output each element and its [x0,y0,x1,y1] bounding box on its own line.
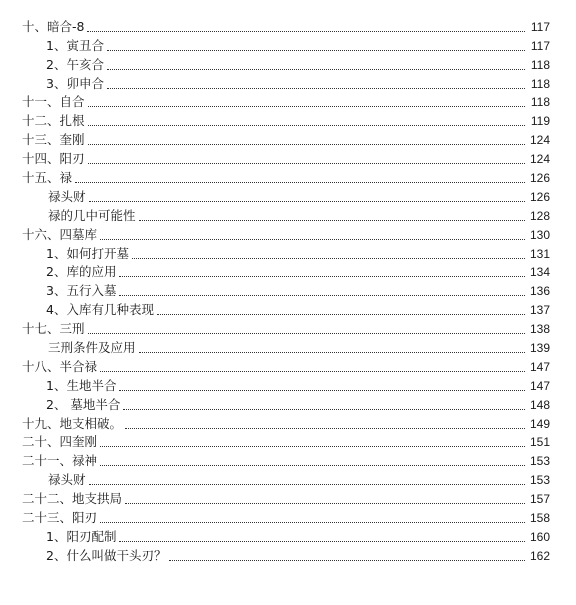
toc-entry[interactable] [22,92,550,111]
toc-entry-page: 137 [529,303,550,318]
toc-entry[interactable] [22,262,550,281]
toc-entry[interactable] [22,545,550,564]
toc-entry[interactable] [22,129,550,148]
toc-entry-page: 149 [529,416,550,431]
toc-entry-page: 151 [529,435,550,450]
toc-entry[interactable] [22,54,550,73]
dot-leader [89,200,525,202]
toc-entry[interactable] [22,224,550,243]
toc-entry-page: 162 [529,548,550,563]
toc-entry-title: 十八、半合禄 [22,358,98,374]
toc-entry-title: 十一、自合 [22,94,85,110]
dot-leader [119,275,525,277]
table-of-contents [22,16,550,564]
toc-entry-title: 十二、扎根 [22,113,85,129]
toc-entry[interactable] [22,337,550,356]
toc-entry-title: 禄头财 [48,472,86,488]
dot-leader [169,559,525,561]
toc-entry-title: 4、入库有几种表现 [46,302,154,318]
toc-entry-page: 128 [529,208,550,223]
toc-entry[interactable] [22,205,550,224]
toc-entry[interactable] [22,488,550,507]
dot-leader [107,49,525,51]
toc-entry[interactable] [22,110,550,129]
toc-entry-title: 1、阳刃配制 [46,528,117,544]
dot-leader [139,219,525,221]
toc-entry-title: 3、五行入墓 [46,283,117,299]
toc-entry-page: 148 [529,397,550,412]
toc-entry-page: 160 [529,529,550,544]
toc-entry-page: 147 [529,378,550,393]
dot-leader [119,540,525,542]
toc-entry-title: 2、午亥合 [46,56,104,72]
dot-leader [132,257,525,259]
toc-entry-page: 153 [529,473,550,488]
dot-leader [139,351,525,353]
toc-entry-title: 1、如何打开墓 [46,245,129,261]
dot-leader [88,162,525,164]
dot-leader [125,502,525,504]
toc-entry[interactable] [22,318,550,337]
toc-entry-page: 126 [529,189,550,204]
toc-entry[interactable] [22,450,550,469]
toc-entry-title: 十九、地支相破。 [22,415,123,431]
toc-entry-title: 1、生地半合 [46,377,117,393]
dot-leader [107,68,525,70]
dot-leader [100,521,525,523]
toc-entry-page: 158 [529,511,550,526]
toc-entry-page: 153 [529,454,550,469]
toc-entry-title: 2、库的应用 [46,264,117,280]
toc-entry-title: 十七、三刑 [22,321,85,337]
toc-entry-title: 1、寅丑合 [46,37,104,53]
toc-entry-page: 147 [529,359,550,374]
toc-entry[interactable] [22,394,550,413]
toc-entry[interactable] [22,469,550,488]
toc-entry-title: 3、卯申合 [46,75,104,91]
toc-entry-page: 139 [529,341,550,356]
dot-leader [119,294,525,296]
toc-entry[interactable] [22,299,550,318]
toc-entry-title: 2、什么叫做干头刃？ [46,547,167,563]
toc-entry-page: 124 [529,133,550,148]
toc-entry-page: 138 [529,322,550,337]
toc-entry[interactable] [22,186,550,205]
dot-leader [100,238,525,240]
toc-entry-page: 118 [530,76,550,91]
toc-entry-title: 三刑条件及应用 [48,340,136,356]
toc-entry-page: 126 [529,171,550,186]
toc-entry-title: 二十一、禄神 [22,453,98,469]
toc-entry-title: 十四、阳刃 [22,151,85,167]
dot-leader [87,30,525,32]
toc-entry[interactable] [22,167,550,186]
toc-entry[interactable] [22,16,550,35]
toc-entry[interactable] [22,432,550,451]
toc-entry-page: 131 [529,246,550,261]
toc-entry-title: 2、 墓地半合 [46,396,121,412]
dot-leader [123,408,525,410]
toc-entry-title: 十六、四墓库 [22,226,98,242]
dot-leader [75,181,525,183]
toc-entry-title: 禄头财 [48,188,86,204]
toc-entry[interactable] [22,148,550,167]
toc-entry-page: 124 [529,152,550,167]
toc-entry-page: 119 [530,114,550,129]
toc-entry[interactable] [22,507,550,526]
toc-entry-title: 十三、奎刚 [22,132,85,148]
toc-entry[interactable] [22,243,550,262]
dot-leader [107,87,525,89]
toc-entry[interactable] [22,35,550,54]
dot-leader [88,143,525,145]
dot-leader [100,445,525,447]
dot-leader [88,332,525,334]
toc-entry-title: 十、暗合-8 [22,18,85,34]
dot-leader [89,483,525,485]
dot-leader [88,105,525,107]
toc-entry-page: 117 [530,19,550,34]
toc-entry-page: 134 [529,265,550,280]
toc-entry-title: 二十、四奎刚 [22,434,98,450]
dot-leader [119,389,525,391]
dot-leader [88,124,525,126]
toc-entry-title: 二十二、地支拱局 [22,491,123,507]
toc-entry-page: 117 [530,38,550,53]
toc-entry[interactable] [22,356,550,375]
toc-entry[interactable] [22,280,550,299]
dot-leader [100,370,525,372]
toc-entry-page: 118 [530,95,550,110]
dot-leader [157,313,525,315]
toc-entry-page: 130 [529,227,550,242]
toc-entry-title: 禄的几中可能性 [48,207,136,223]
toc-entry-title: 十五、禄 [22,170,73,186]
toc-entry[interactable] [22,375,550,394]
toc-entry[interactable] [22,413,550,432]
toc-entry[interactable] [22,73,550,92]
toc-entry-title: 二十三、阳刃 [22,510,98,526]
dot-leader [100,464,525,466]
toc-entry-page: 157 [529,492,550,507]
toc-entry-page: 118 [530,57,550,72]
toc-entry[interactable] [22,526,550,545]
dot-leader [125,427,525,429]
toc-entry-page: 136 [529,284,550,299]
